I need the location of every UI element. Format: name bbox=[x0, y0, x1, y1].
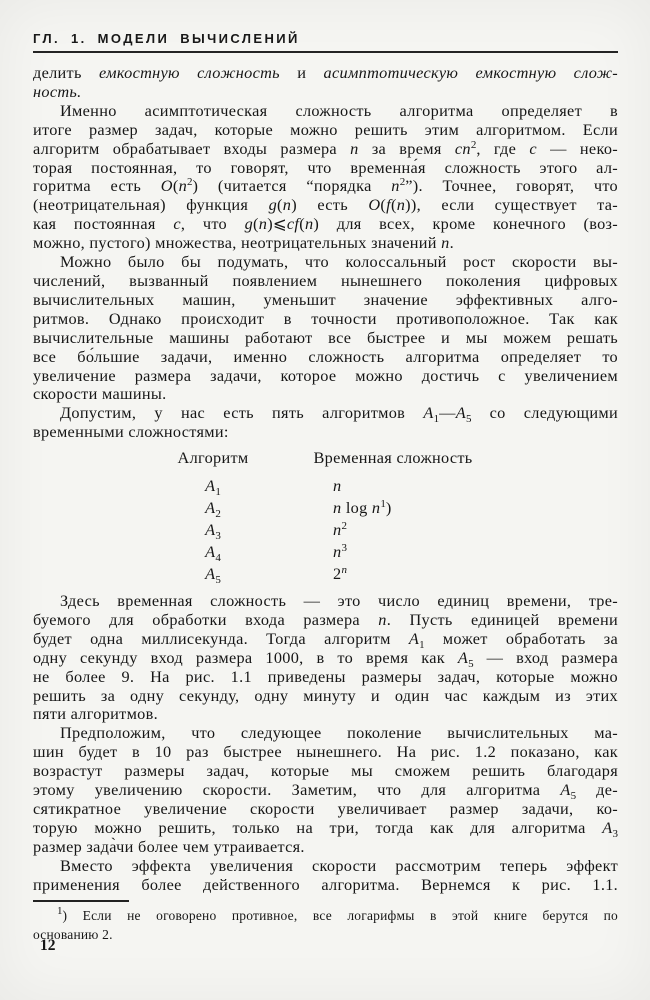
page-number: 12 bbox=[40, 937, 56, 954]
text-line: Допустим, у нас есть пять алгоритмов $A_1—A_5$ со следующими bbox=[60, 403, 618, 426]
complexity-table bbox=[153, 449, 618, 585]
text-line: основанию 2. bbox=[33, 926, 113, 942]
text-column bbox=[33, 64, 618, 944]
complexity-cell: n bbox=[333, 476, 342, 496]
text-line: возрастут размеры задач, которые мы сможем решить благодаря bbox=[33, 761, 618, 781]
text-line: торая постоянная, то говорят, что временна́я сложность этого ал- bbox=[33, 157, 618, 177]
text-line: все бо́льшие задачи, именно сложность алгоритма определяет то bbox=[33, 346, 618, 366]
footnote-rule bbox=[33, 900, 129, 902]
text-line: Именно асимптотическая сложность алгоритма определяет в bbox=[60, 100, 618, 120]
text-line: будет одна миллисекунда. Тогда алгоритм $A_1$ может обработать за bbox=[33, 628, 618, 651]
algorithm-cell: $A_4$ bbox=[205, 542, 221, 565]
text-line: Здесь временная сложность — это число единиц времени, тре- bbox=[60, 591, 618, 611]
complexity-cell: 2$^n$ bbox=[333, 564, 347, 584]
text-line: ритмов. Однако происходит в точности противоположное. Так как bbox=[33, 308, 618, 328]
text-line: решить за одну секунду, одну минуту и один час каждым из этих bbox=[33, 685, 618, 705]
text-line: Предположим, что следующее поколение вычислительных ма- bbox=[60, 723, 618, 743]
text-line: числений, вызванный появлением нынешнего поколения цифровых bbox=[33, 270, 618, 290]
table-rows bbox=[153, 475, 618, 585]
text-line: вычислительных машин, уменьшит значение эффективных алго- bbox=[33, 289, 618, 309]
text-line: горитма есть $O(n^2)$ (читается “порядка $n^2$”). Точнее, говорят, что bbox=[33, 176, 618, 196]
text-line: размер зада̀чи более чем утраивается. bbox=[33, 836, 305, 856]
complexity-cell: n $\log n^1$) bbox=[333, 498, 392, 518]
table-header-algorithm: Алгоритм bbox=[177, 448, 249, 468]
paragraphs-after-table bbox=[33, 592, 618, 895]
text-line: Вместо эффекта увеличения скорости рассмотрим теперь эффект bbox=[60, 855, 618, 875]
text-line: временными сложностями: bbox=[33, 422, 229, 442]
text-line: одну секунду вход размера 1000, в то время как $A_5$ — вход размера bbox=[33, 647, 618, 670]
text-line: не более 9. На рис. 1.1 приведены размеры задач, которые можно bbox=[33, 666, 618, 686]
complexity-cell: $n^2$ bbox=[333, 520, 347, 540]
text-line: вычислительные машины работают все быстрее и мы можем решать bbox=[33, 327, 618, 347]
table-header-row bbox=[153, 449, 618, 468]
text-line: пяти алгоритмов. bbox=[33, 704, 158, 724]
complexity-cell: $n^3$ bbox=[333, 542, 347, 562]
text-line: (неотрицательная) функция g(n) есть O(f(n)), если существует та- bbox=[33, 195, 619, 215]
text-line: сятикратное увеличение скорости увеличивает размер задачи, ко- bbox=[33, 799, 618, 818]
algorithm-cell: $A_1$ bbox=[205, 476, 221, 499]
text-line: ность. bbox=[33, 81, 82, 101]
text-line: можно, пустого) множества, неотрицательных значений n. bbox=[33, 233, 454, 253]
text-line: делить емкостную сложность и асимптотическую емкостную слож- bbox=[33, 63, 618, 82]
table-row bbox=[153, 497, 618, 519]
running-head bbox=[33, 31, 618, 53]
text-line: $^1$) Если не оговорено противное, все логарифмы в этой книге берутся по bbox=[57, 904, 618, 923]
paragraphs-before-table bbox=[33, 64, 618, 442]
table-row bbox=[153, 475, 618, 497]
algorithm-cell: $A_2$ bbox=[205, 498, 221, 521]
text-line: скорости машины. bbox=[33, 384, 167, 404]
table-header-complexity: Временная сложность bbox=[313, 448, 473, 468]
table-row bbox=[153, 541, 618, 563]
text-line: торую можно решить, только на три, тогда как для алгоритма $A_3$ bbox=[33, 817, 618, 840]
text-line: этому увеличению скорости. Заметим, что для алгоритма $A_5$ де- bbox=[33, 780, 619, 803]
algorithm-cell: $A_5$ bbox=[205, 564, 221, 587]
text-line: шин будет в 10 раз быстрее нынешнего. На рис. 1.2 показано, как bbox=[33, 742, 618, 762]
running-head-text: ГЛ. 1. МОДЕЛИ ВЫЧИСЛЕНИЙ bbox=[33, 31, 300, 46]
algorithm-cell: $A_3$ bbox=[205, 520, 221, 543]
table-row bbox=[153, 563, 618, 585]
text-line: Можно было бы подумать, что колоссальный рост скорости вы- bbox=[60, 252, 618, 272]
text-line: итоге размер задач, которые можно решить этим алгоритмом. Если bbox=[33, 119, 618, 139]
text-line: увеличение размера задачи, которое можно достичь с увеличением bbox=[33, 365, 618, 385]
text-line: применения более действенного алгоритма. Вернемся к рис. 1.1. bbox=[33, 874, 618, 894]
text-line: алгоритм обрабатывает входы размера n за время $cn^2$, где c — неко- bbox=[33, 138, 618, 158]
footnote bbox=[33, 906, 618, 944]
text-line: буемого для обработки входа размера n. Пусть единицей времени bbox=[33, 609, 618, 629]
text-line: кая постоянная c, что g(n)⩽cf(n) для всех, кроме конечного (воз- bbox=[33, 214, 618, 234]
table-row bbox=[153, 519, 618, 541]
